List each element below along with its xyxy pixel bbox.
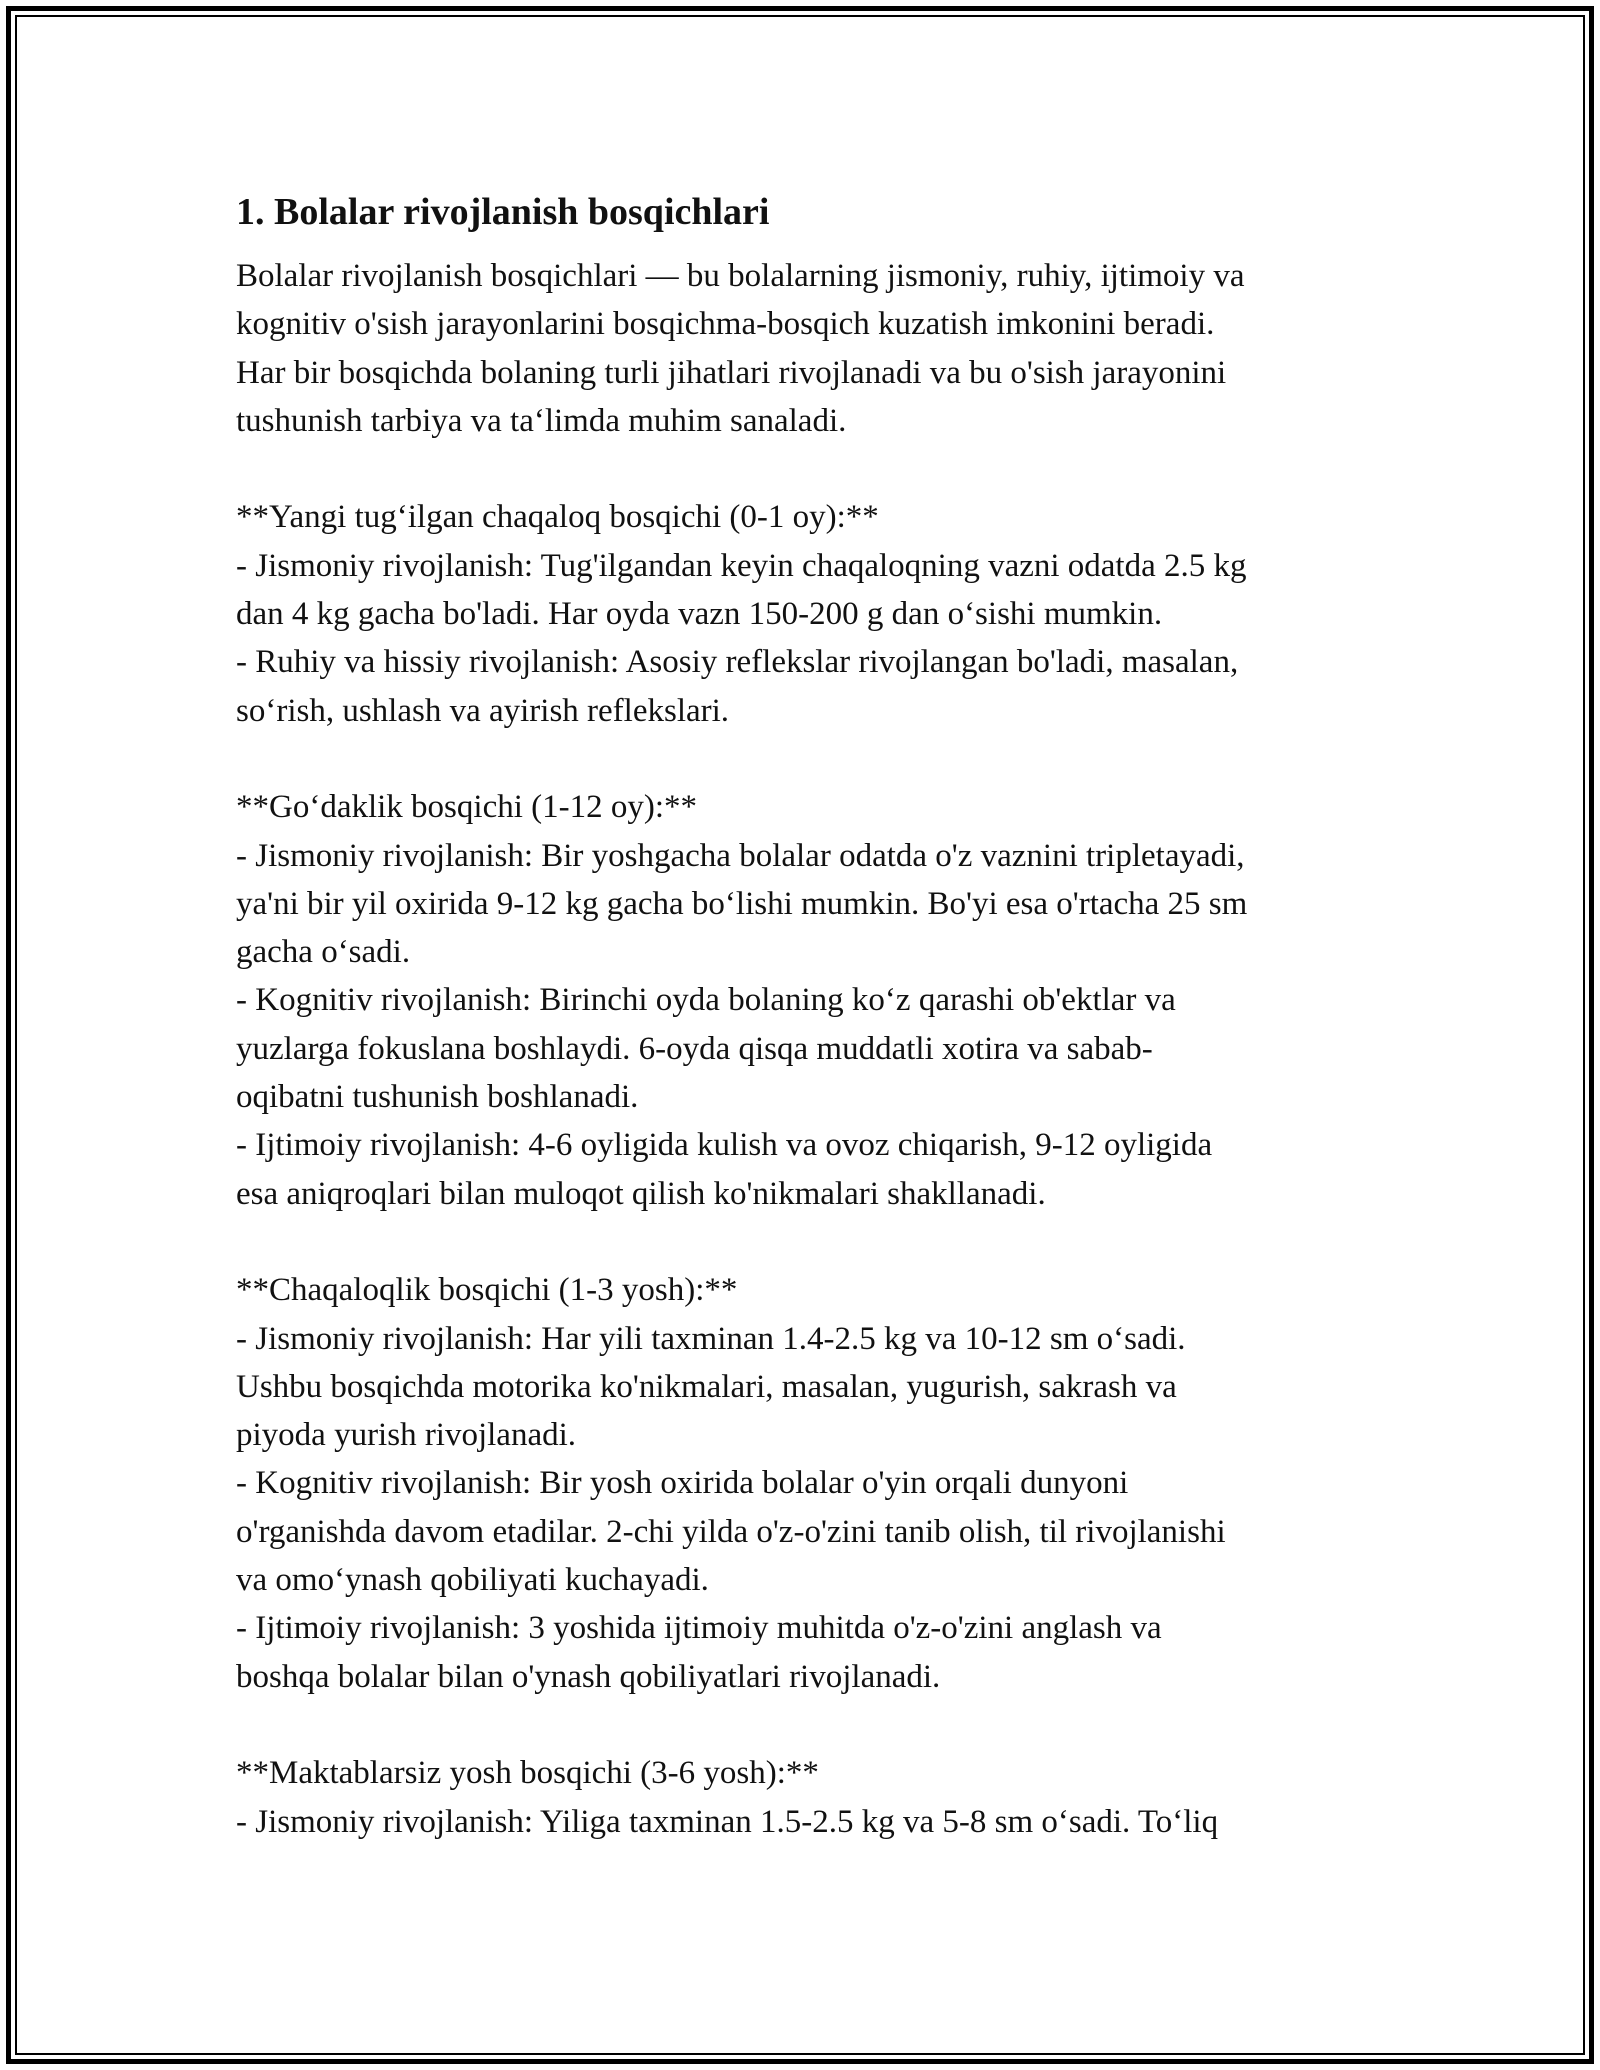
text-line: **Go‘daklik bosqichi (1-12 oy):**	[236, 789, 698, 826]
toddler-stage-paragraph	[236, 1266, 1376, 1701]
text-line: dan 4 kg gacha bo'ladi. Har oyda vazn 150-200 g dan o‘sishi mumkin.	[236, 596, 1163, 633]
preschool-stage-paragraph	[236, 1749, 1376, 1846]
text-line: - Jismoniy rivojlanish: Har yili taxminan 1.4-2.5 kg va 10-12 sm o‘sadi.	[236, 1320, 1186, 1357]
text-line: - Ijtimoiy rivojlanish: 4-6 oyligida kulish va ovoz chiqarish, 9-12 oyligida	[236, 1127, 1213, 1164]
text-line: Bolalar rivojlanish bosqichlari — bu bolalarning jismoniy, ruhiy, ijtimoiy va	[236, 258, 1245, 294]
paragraph-gap	[236, 1218, 1376, 1266]
text-line: **Yangi tug‘ilgan chaqaloq bosqichi (0-1 oy):**	[236, 499, 879, 536]
text-line: ya'ni bir yil oxirida 9-12 kg gacha bo‘lishi mumkin. Bo'yi esa o'rtacha 25 sm	[236, 885, 1248, 922]
text-line: esa aniqroqlari bilan muloqot qilish ko'nikmalari shakllanadi.	[236, 1175, 1046, 1212]
text-line: Har bir bosqichda bolaning turli jihatlari rivojlanadi va bu o'sish jarayonini	[236, 354, 1227, 391]
text-line: tushunish tarbiya va ta‘limda muhim sanaladi.	[236, 402, 847, 439]
text-line: oqibatni tushunish boshlanadi.	[236, 1079, 639, 1116]
text-line: boshqa bolalar bilan o'ynash qobiliyatlari rivojlanadi.	[236, 1658, 941, 1695]
document-body	[236, 186, 1376, 1846]
newborn-stage-paragraph	[236, 493, 1376, 734]
text-line: **Chaqaloqlik bosqichi (1-3 yosh):**	[236, 1272, 738, 1309]
intro-paragraph	[236, 252, 1376, 445]
paragraph-gap	[236, 1701, 1376, 1749]
text-line: - Jismoniy rivojlanish: Tug'ilgandan keyin chaqaloqning vazni odatda 2.5 kg	[236, 547, 1247, 584]
text-line: gacha o‘sadi.	[236, 934, 411, 971]
text-line: - Kognitiv rivojlanish: Birinchi oyda bolaning ko‘z qarashi ob'ektlar va	[236, 982, 1176, 1019]
text-line: va omo‘ynash qobiliyati kuchayadi.	[236, 1562, 709, 1599]
text-line: - Ijtimoiy rivojlanish: 3 yoshida ijtimoiy muhitda o'z-o'zini anglash va	[236, 1610, 1162, 1647]
section-heading: 1. Bolalar rivojlanish bosqichlari	[236, 191, 770, 233]
text-line: so‘rish, ushlash va ayirish reflekslari.	[236, 692, 730, 729]
text-line: - Kognitiv rivojlanish: Bir yosh oxirida bolalar o'yin orqali dunyoni	[236, 1465, 1129, 1502]
text-line: - Ruhiy va hissiy rivojlanish: Asosiy reflekslar rivojlangan bo'ladi, masalan,	[236, 644, 1239, 681]
text-line: **Maktablarsiz yosh bosqichi (3-6 yosh):**	[236, 1755, 819, 1792]
text-line: piyoda yurish rivojlanadi.	[236, 1417, 577, 1454]
text-line: o'rganishda davom etadilar. 2-chi yilda o'z-o'zini tanib olish, til rivojlanishi	[236, 1513, 1226, 1550]
infancy-stage-paragraph	[236, 783, 1376, 1218]
text-line: - Jismoniy rivojlanish: Yiliga taxminan 1.5-2.5 kg va 5-8 sm o‘sadi. To‘liq	[236, 1803, 1219, 1840]
paragraph-gap	[236, 445, 1376, 493]
text-line: yuzlarga fokuslana boshlaydi. 6-oyda qisqa muddatli xotira va sabab-	[236, 1030, 1153, 1067]
text-line: - Jismoniy rivojlanish: Bir yoshgacha bolalar odatda o'z vaznini tripletayadi,	[236, 837, 1245, 874]
paragraph-gap	[236, 735, 1376, 783]
text-line: kognitiv o'sish jarayonlarini bosqichma-bosqich kuzatish imkonini beradi.	[236, 306, 1215, 343]
text-line: Ushbu bosqichda motorika ko'nikmalari, masalan, yugurish, sakrash va	[236, 1368, 1177, 1405]
